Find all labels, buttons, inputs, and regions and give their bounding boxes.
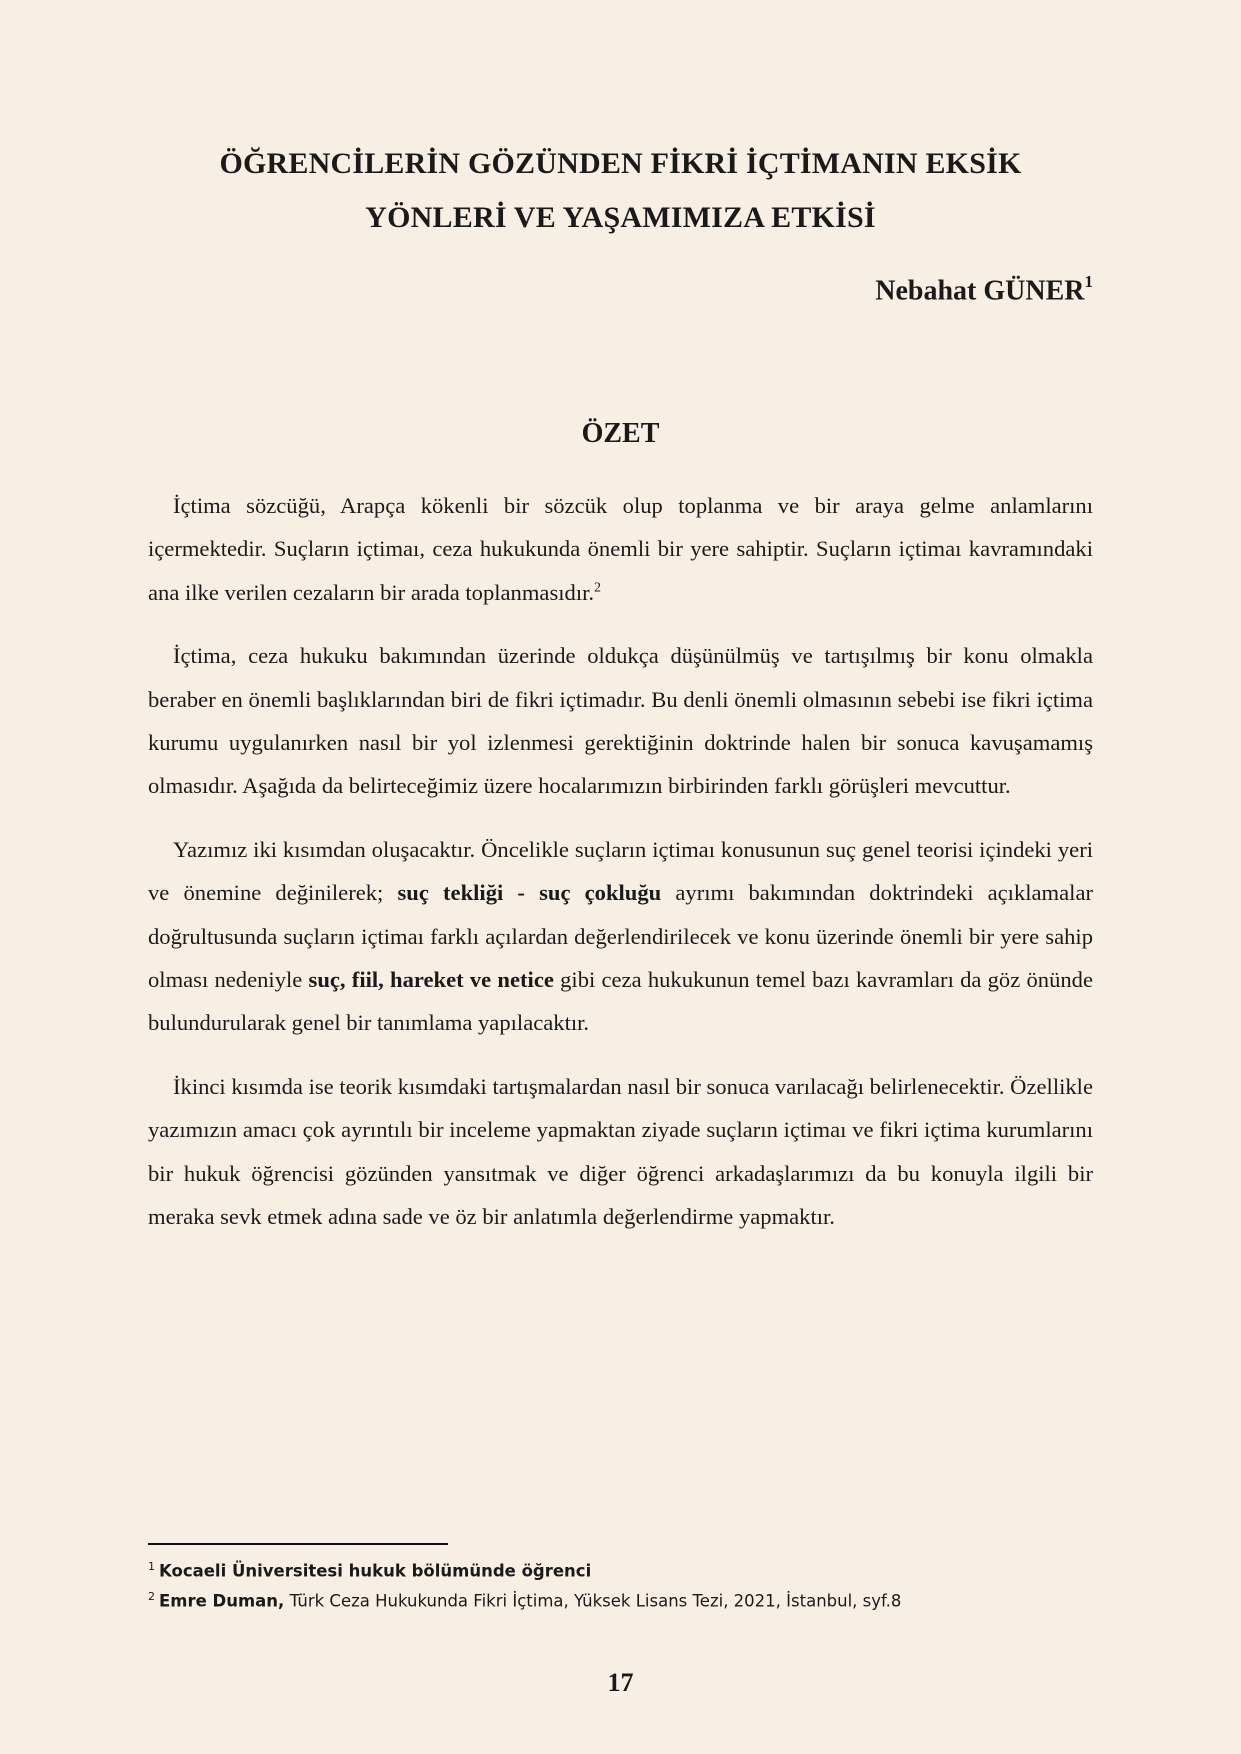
paragraph-1 <box>148 484 1093 614</box>
paragraph-1-text: İçtima sözcüğü, Arapça kökenli bir sözcük olup toplanma ve bir araya gelme anlamlarını içermektedir. Suçların içtimaı, ceza hukukunda önemli bir yere sahiptir. Suçların içtimaı kavramındaki ana ilke verilen cezaların bir arada toplanmasıdır. <box>148 493 1093 605</box>
paragraph-3-part-2: ayrımı bakımından doktrindeki açıklamalar doğrultusunda suçların içtimaı farklı açılardan değerlendirilecek ve konu üzerinde önemli bir yere sahip olması nedeniyle <box>148 880 1093 993</box>
title-line-1: ÖĞRENCİLERİN GÖZÜNDEN FİKRİ İÇTİMANIN EKSİK <box>219 147 1022 180</box>
footnote-1-number: 1 <box>148 1560 155 1573</box>
paragraph-3 <box>148 828 1093 1045</box>
author-footnote-ref[interactable]: 1 <box>1084 272 1093 291</box>
paragraph-2: İçtima, ceza hukuku bakımından üzerinde oldukça düşünülmüş ve tartışılmış bir konu olmakla beraber en önemli başlıklarından biri de fikri içtimadır. Bu denli önemli olmasının sebebi ise fikri içtima kurumu uygulanırken nasıl bir yol izlenmesi gerektiğinin doktrinde halen bir sonuca kavuşamamış olmasıdır. Aşağıda da belirteceğimiz üzere hocalarımızın birbirinden farklı görüşleri mevcuttur. <box>148 643 1093 799</box>
footnote-2-bold: Emre Duman, <box>159 1591 285 1610</box>
footnote-2 <box>148 1584 1093 1614</box>
footnote-1-bold: Kocaeli Üniversitesi hukuk bölümünde öğrenci <box>159 1561 592 1581</box>
footnote-2-number: 2 <box>148 1589 155 1603</box>
paragraph-4: İkinci kısımda ise teorik kısımdaki tartışmalardan nasıl bir sonuca varılacağı belirlenecektir. Özellikle yazımızın amacı çok ayrıntılı bir inceleme yapmaktan ziyade suçların içtimaı ve fikri içtima kurumlarını bir hukuk öğrencisi gözünden yansıtmak ve diğer öğrenci arkadaşlarımızı da bu konuyla ilgili bir meraka sevk etmek adına sade ve öz bir anlatımla değerlendirme yapmaktır. <box>148 1073 1093 1230</box>
footnote-2-text: Türk Ceza Hukukunda Fikri İçtima, Yüksek Lisans Tezi, 2021, İstanbul, syf.8 <box>284 1591 902 1610</box>
footnote-1 <box>148 1554 1093 1584</box>
paragraph-3-part-1: Yazımız iki kısımdan oluşacaktır. Öncelikle suçların içtimaı konusunun suç genel teorisi içindeki yeri ve önemine değinilerek; <box>148 836 1093 906</box>
page-number: 17 <box>607 1668 634 1697</box>
abstract-body <box>148 484 1093 1259</box>
footnote-ref-2[interactable]: 2 <box>594 580 602 596</box>
author-name-text: Nebahat GÜNER <box>875 275 1085 307</box>
footnote-separator <box>148 1543 448 1545</box>
paragraph-3-part-3: gibi ceza hukukunun temel bazı kavramları da göz önünde bulundurularak genel bir tanımlama yapılacaktır. <box>148 967 1093 1036</box>
footnotes <box>148 1554 1093 1613</box>
paragraph-3-bold-1: suç tekliği - suç çokluğu <box>397 880 662 906</box>
author-name <box>875 274 1093 307</box>
article-title <box>148 137 1093 245</box>
title-line-2: YÖNLERİ VE YAŞAMIMIZA ETKİSİ <box>365 201 876 234</box>
section-title: ÖZET <box>581 418 660 449</box>
paragraph-3-bold-2: suç, fiil, hareket ve netice <box>308 967 554 993</box>
